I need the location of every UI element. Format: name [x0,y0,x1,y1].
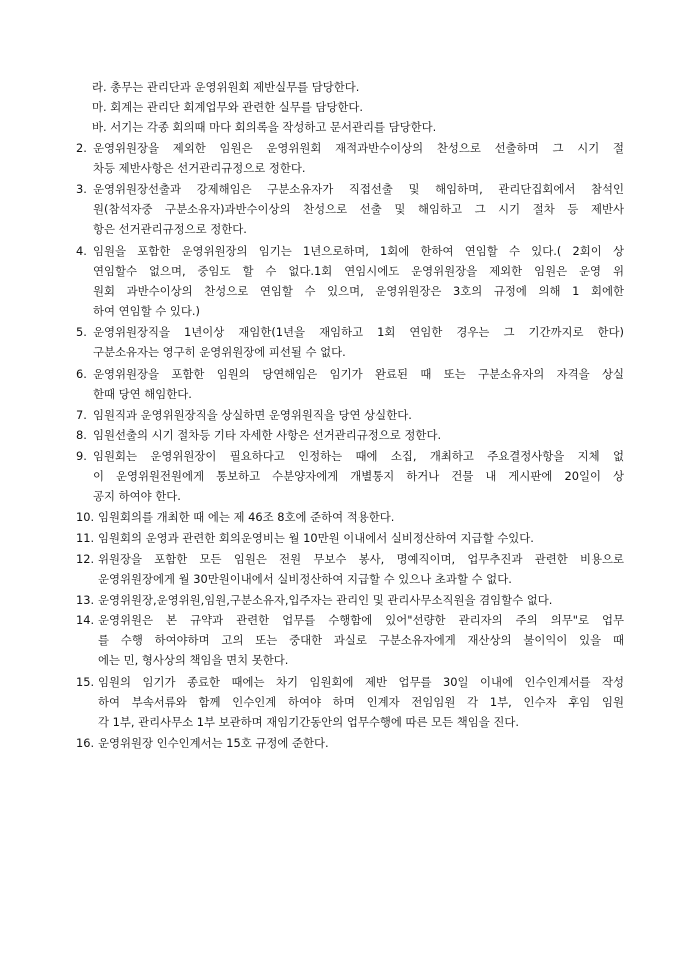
clause-number: 8. [76,428,87,442]
clause-text [93,425,624,445]
clause-line: 운영위원장선출과 강제해임은 구분소유자가 직접선출 및 해임하며, 관리단집회에서 참석인 [93,182,624,196]
clause-number: 7. [76,408,87,422]
clause-line: 임원회의를 개최한 때 에는 제 46조 8호에 준하여 적용한다. [98,510,395,524]
clause-line: 운영위원장,운영위원,임원,구분소유자,입주자는 관리인 및 관리사무소직원을 겸임할수 없다. [98,593,553,607]
clause-line: 운영위원장직을 1년이상 재임한(1년을 재임하고 1회 연임한 경우는 그 기간까지로 한다) [93,325,624,339]
clause-line: 각 1부, 관리사무소 1부 보관하며 재임기간동안의 업무수행에 따른 모든 책임을 진다. [98,715,520,729]
clause-text [93,138,624,178]
clause-7 [76,405,624,425]
clause-number: 14. [76,613,95,627]
clause-line: 운영위원장을 제외한 임원은 운영위원회 재적과반수이상의 찬성으로 선출하며 그 시기 절 [93,141,624,155]
clause-2 [76,138,624,178]
clause-line: 원(참석자중 구분소유자)과반수이상의 찬성으로 선출 및 해임하고 그 시기 절차 등 제반사 [93,202,624,216]
clause-line: 운영위원은 본 규약과 관련한 업무를 수행함에 있어"선량한 관리자의 주의 의무"로 업무 [98,613,624,627]
clause-line: 하여 연임할 수 있다.) [93,304,200,318]
clause-line: 항은 선거관리규정으로 정한다. [93,222,247,236]
clause-line: 위원장을 포함한 모든 임원은 전원 무보수 봉사, 명예직이며, 업무추진과 관련한 비용으로 [98,552,624,566]
clause-number: 5. [76,325,87,339]
clause-8 [76,425,624,445]
clause-number: 11. [76,531,95,545]
clause-text [98,507,624,527]
clause-line: 임원의 임기가 종료한 때에는 차기 임원회에 제반 업무를 30일 이내에 인수인계서를 작성 [98,675,624,689]
clause-text [98,549,624,589]
clause-15 [76,672,624,732]
clause-number: 3. [76,182,87,196]
clause-16 [76,733,624,753]
clause-number: 2. [76,141,87,155]
clause-line: 이 운영위원전원에게 통보하고 수분양자에게 개별통지 하거나 건물 내 게시판에 20일이 상 [93,469,624,483]
clause-line: 한때 당연 해임한다. [93,387,192,401]
sub-item-ra: 라. 총무는 관리단과 운영위원회 제반실무를 담당한다. [92,80,360,94]
clause-number: 4. [76,244,87,258]
clause-line: 원회 과반수이상의 찬성으로 연임할 수 있으며, 운영위원장은 3호의 규정에 의해 1 회에한 [93,284,624,298]
clause-line: 를 수행 하여야하며 고의 또는 중대한 과실로 구분소유자에게 재산상의 불이익이 있을 때 [98,633,624,647]
clause-text [93,241,624,321]
clause-3 [76,179,624,239]
clause-text [93,179,624,239]
clause-text [93,405,624,425]
clause-line: 임원선출의 시기 절차등 기타 자세한 사항은 선거관리규정으로 정한다. [93,428,442,442]
clause-number: 9. [76,449,87,463]
clause-text [98,610,624,670]
clause-line: 임원회의 운영과 관련한 회의운영비는 월 10만원 이내에서 실비정산하여 지급할 수있다. [98,531,534,545]
clause-number: 12. [76,552,95,566]
clause-text [93,364,624,404]
clause-line: 공지 하여야 한다. [93,489,181,503]
clause-4 [76,241,624,321]
clause-11 [76,528,624,548]
clause-text [93,446,624,506]
clause-line: 구분소유자는 영구히 운영위원장에 피선될 수 없다. [93,345,346,359]
clause-line: 에는 민, 형사상의 책임을 면치 못한다. [98,653,289,667]
clause-line: 운영위원장에게 월 30만원이내에서 실비정산하여 지급할 수 있으나 초과할 수 없다. [98,572,512,586]
sub-item-ba: 바. 서기는 각종 회의때 마다 회의록을 작성하고 문서관리를 담당한다. [92,120,437,134]
clause-line: 하여 부속서류와 함께 인수인계 하여야 하며 인계자 전임임원 각 1부, 인수자 후임 임원 [98,695,624,709]
clause-line: 임원을 포함한 운영위원장의 임기는 1년으로하며, 1회에 한하여 연임할 수 있다.( 2회이 상 [93,244,624,258]
clause-number: 10. [76,510,95,524]
sub-item-ma: 마. 회계는 관리단 회계업무와 관련한 실무를 담당한다. [92,100,364,114]
clause-line: 임원직과 운영위원장직을 상실하면 운영위원직을 당연 상실한다. [93,408,412,422]
clause-number: 16. [76,736,95,750]
clause-number: 13. [76,593,95,607]
clause-text [98,733,624,753]
clause-line: 차등 제반사항은 선거관리규정으로 정한다. [93,161,306,175]
clause-number: 6. [76,367,87,381]
clause-14 [76,610,624,670]
clause-text [98,528,624,548]
clause-text [98,590,624,610]
clause-6 [76,364,624,404]
clause-9 [76,446,624,506]
clause-line: 운영위원장 인수인계서는 15호 규정에 준한다. [98,736,329,750]
clause-line: 연임할수 없으며, 중임도 할 수 없다.1회 연임시에도 운영위원장을 제외한 임원은 운영 위 [93,264,624,278]
clause-text [98,672,624,732]
clause-text [93,322,624,362]
clause-5 [76,322,624,362]
clause-line: 운영위원장을 포함한 임원의 당연해임은 임기가 완료된 때 또는 구분소유자의 자격을 상실 [93,367,624,381]
clause-12 [76,549,624,589]
clause-line: 임원회는 운영위원장이 필요하다고 인정하는 때에 소집, 개최하고 주요결정사항을 지체 없 [93,449,624,463]
clause-13 [76,590,624,610]
clause-10 [76,507,624,527]
clause-number: 15. [76,675,95,689]
